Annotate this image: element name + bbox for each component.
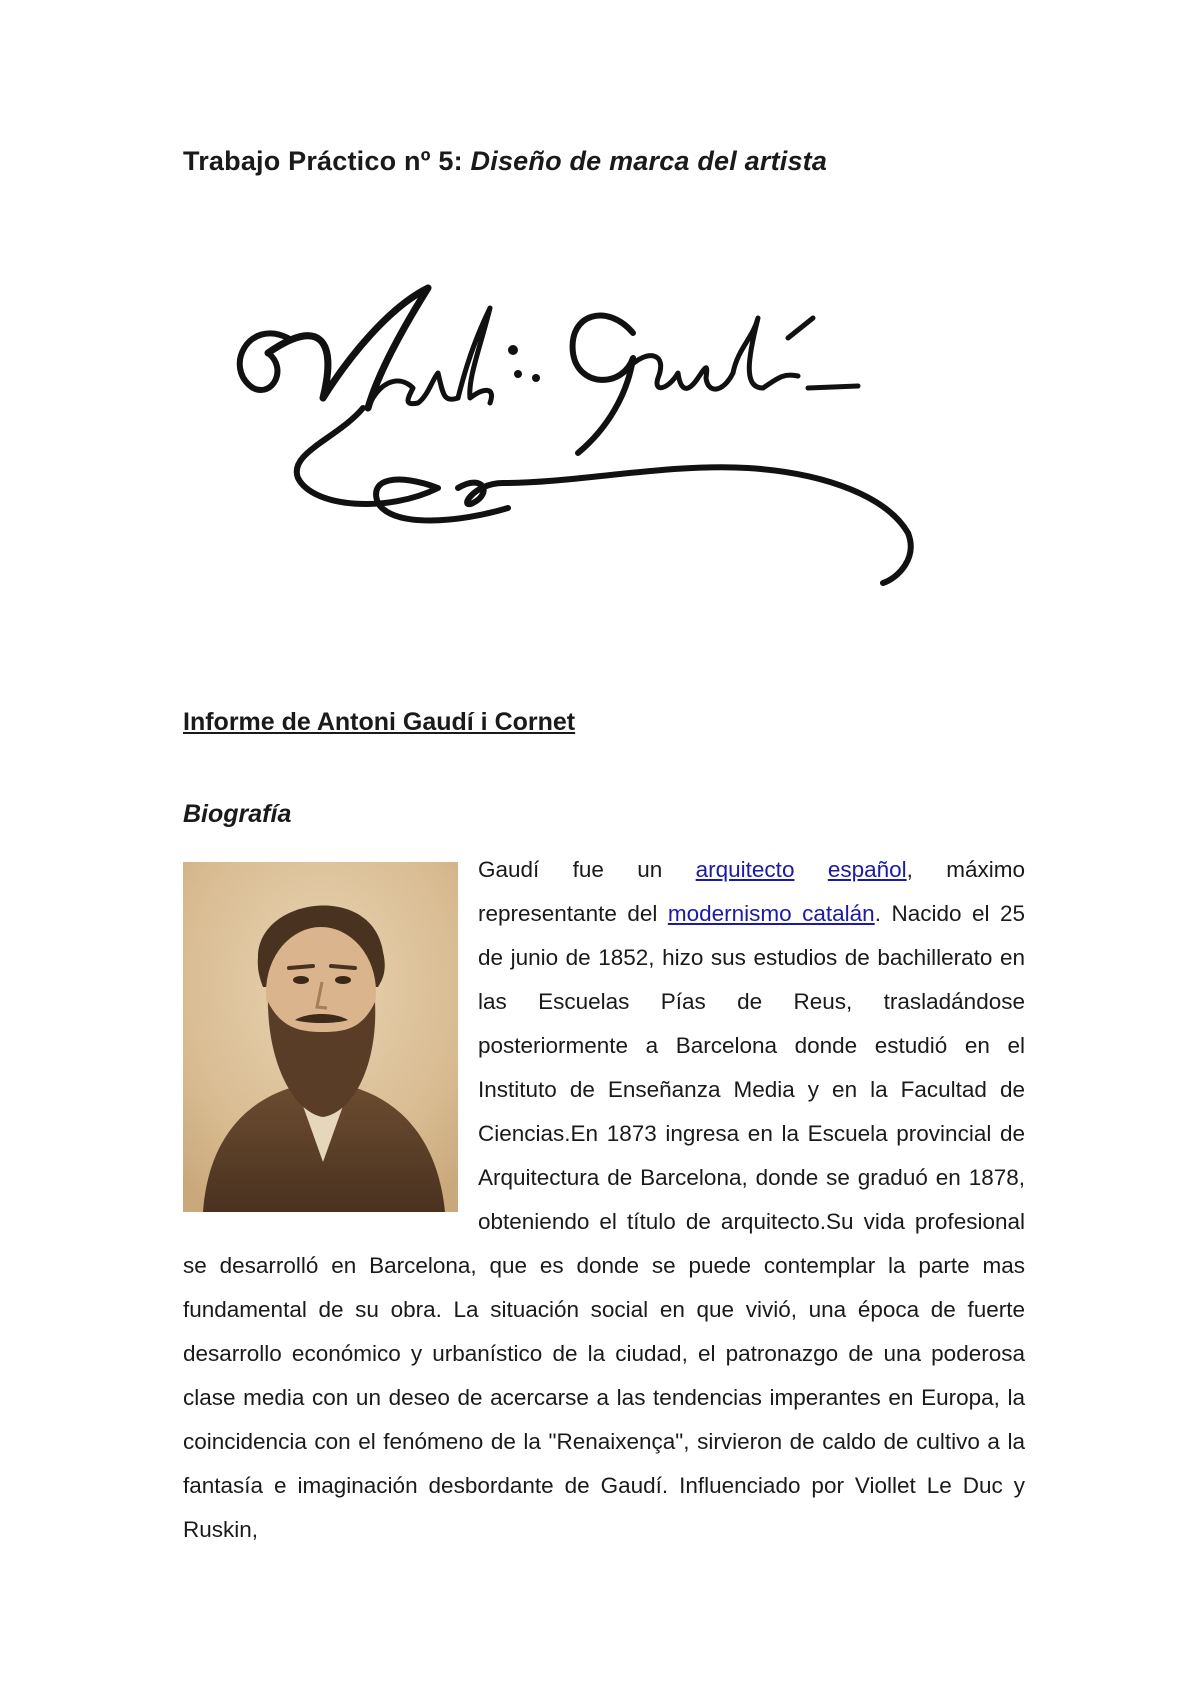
link-espanol[interactable]: español [827, 857, 907, 882]
biography-paragraph [183, 848, 1025, 1552]
title-italic: Diseño de marca del artista [470, 146, 828, 176]
text-run: , máximo representante del [478, 857, 1025, 926]
text-run: . Nacido el 25 de junio de 1852, hizo sus estudios de bachillerato en las Escuelas Pías de Reus, trasladándose posteriormente a Barcelona donde estudió en el Instituto de Enseñanza Media y en la Facultad de Ciencias.En 1873 ingresa en la Escuela provincial de Arquitectura de Barcelona, donde se graduó en 1878, obteniendo el título de arquitecto.Su vida profesional se desarrolló en Barcelona, que es donde se puede contemplar la parte mas fundamental de su obra. La situación social en que vivió, una época de fuerte desarrollo económico y urbanístico de la ciudad, el patronazgo de una poderosa clase media con un deseo de acercarse a las tendencias imperantes en Europa, la coincidencia con el fenómeno de la "Renaixença", sirvieron de caldo de cultivo a la fantasía e imaginación desbordante de Gaudí. Influenciado por Viollet Le Duc y Ruskin, [183, 901, 1025, 1542]
link-arquitecto[interactable]: arquitecto [695, 857, 795, 882]
document-title [183, 146, 827, 177]
text-run [794, 857, 827, 882]
title-prefix: Trabajo Práctico nº 5: [183, 146, 471, 176]
link-modernismo-catalan[interactable]: modernismo catalán [667, 901, 875, 926]
report-heading: Informe de Antoni Gaudí i Cornet [183, 708, 576, 736]
gaudi-signature-image [228, 278, 1008, 608]
section-heading-biografia: Biografía [183, 800, 292, 828]
portrait-spacer [183, 848, 478, 1222]
text-run: Gaudí fue un [478, 857, 696, 882]
